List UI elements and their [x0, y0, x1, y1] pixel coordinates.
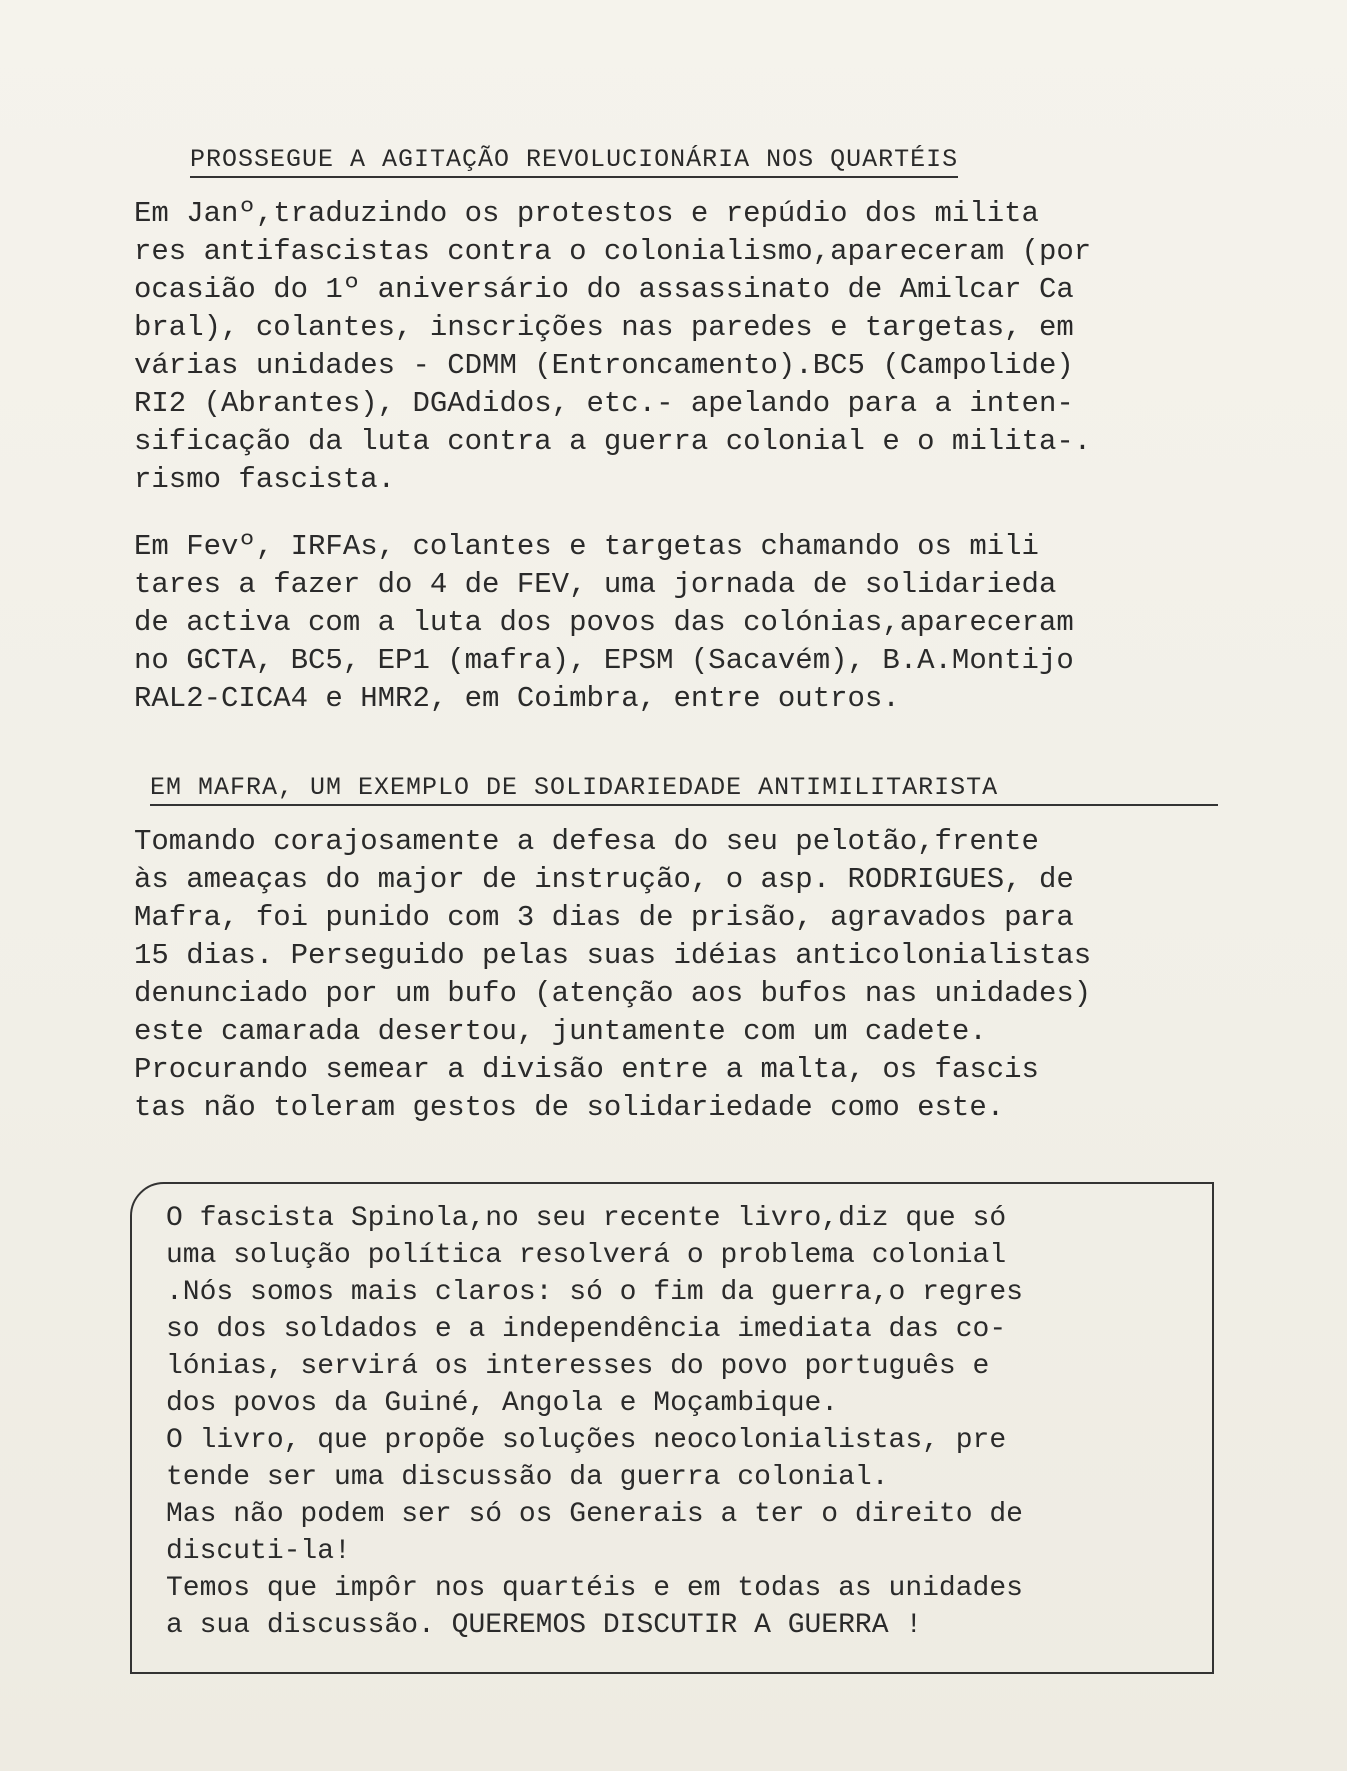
- text-line: Mas não podem ser só os Generais a ter o direito de: [166, 1499, 1023, 1530]
- text-line: dos povos da Guiné, Angola e Moçambique.: [166, 1388, 839, 1419]
- text-line: tares a fazer do 4 de FEV, uma jornada de solidarieda: [134, 568, 1057, 601]
- text-line: às ameaças do major de instrução, o asp. RODRIGUES, de: [134, 863, 1074, 896]
- text-line: RI2 (Abrantes), DGAdidos, etc.- apelando para a inten-: [134, 387, 1074, 420]
- text-line: Em Janº,traduzindo os protestos e repúdio dos milita: [134, 197, 1039, 230]
- paragraph-february: [134, 528, 1074, 718]
- text-line: Mafra, foi punido com 3 dias de prisão, agravados para: [134, 901, 1074, 934]
- text-line: várias unidades - CDMM (Entroncamento).BC5 (Campolide): [134, 349, 1074, 382]
- text-line: 15 dias. Perseguido pelas suas idéias anticolonialistas: [134, 939, 1092, 972]
- text-line: res antifascistas contra o colonialismo,apareceram (por: [134, 235, 1092, 268]
- text-line: bral), colantes, inscrições nas paredes e targetas, em: [134, 311, 1074, 344]
- text-line: RAL2-CICA4 e HMR2, em Coimbra, entre outros.: [134, 682, 900, 715]
- text-line: tas não toleram gestos de solidariedade como este.: [134, 1091, 1005, 1124]
- spinola-box-text: [166, 1200, 1023, 1644]
- text-line: Temos que impôr nos quartéis e em todas as unidades: [166, 1573, 1023, 1604]
- text-line: so dos soldados e a independência imediata das co-: [166, 1314, 1007, 1345]
- text-line: Tomando corajosamente a defesa do seu pelotão,frente: [134, 825, 1039, 858]
- text-line: discuti-la!: [166, 1536, 351, 1567]
- text-line: ocasião do 1º aniversário do assassinato de Amilcar Ca: [134, 273, 1074, 306]
- text-line: tende ser uma discussão da guerra colonial.: [166, 1462, 889, 1493]
- text-line: Procurando semear a divisão entre a malta, os fascis: [134, 1053, 1039, 1086]
- text-line: O livro, que propõe soluções neocolonialistas, pre: [166, 1425, 1007, 1456]
- heading-mafra-solidarity: EM MAFRA, UM EXEMPLO DE SOLIDARIEDADE ANTIMILITARISTA: [150, 773, 1218, 806]
- text-line: rismo fascista.: [134, 463, 396, 496]
- paragraph-january: [134, 195, 1091, 499]
- heading-revolutionary-agitation: PROSSEGUE A AGITAÇÃO REVOLUCIONÁRIA NOS QUARTÉIS: [190, 145, 958, 178]
- text-line: de activa com a luta dos povos das colónias,apareceram: [134, 606, 1074, 639]
- paragraph-mafra: [134, 823, 1091, 1127]
- text-line: no GCTA, BC5, EP1 (mafra), EPSM (Sacavém), B.A.Montijo: [134, 644, 1074, 677]
- text-line: denunciado por um bufo (atenção aos bufos nas unidades): [134, 977, 1092, 1010]
- text-line: sificação da luta contra a guerra colonial e o milita-.: [134, 425, 1092, 458]
- text-line: lónias, servirá os interesses do povo português e: [166, 1351, 990, 1382]
- text-line: O fascista Spinola,no seu recente livro,diz que só: [166, 1203, 1007, 1234]
- text-line: Em Fevº, IRFAs, colantes e targetas chamando os mili: [134, 530, 1039, 563]
- text-line: .Nós somos mais claros: só o fim da guerra,o regres: [166, 1277, 1023, 1308]
- text-line: este camarada desertou, juntamente com um cadete.: [134, 1015, 987, 1048]
- text-line: uma solução política resolverá o problema colonial: [166, 1240, 1007, 1271]
- text-line: a sua discussão. QUEREMOS DISCUTIR A GUERRA !: [166, 1610, 923, 1641]
